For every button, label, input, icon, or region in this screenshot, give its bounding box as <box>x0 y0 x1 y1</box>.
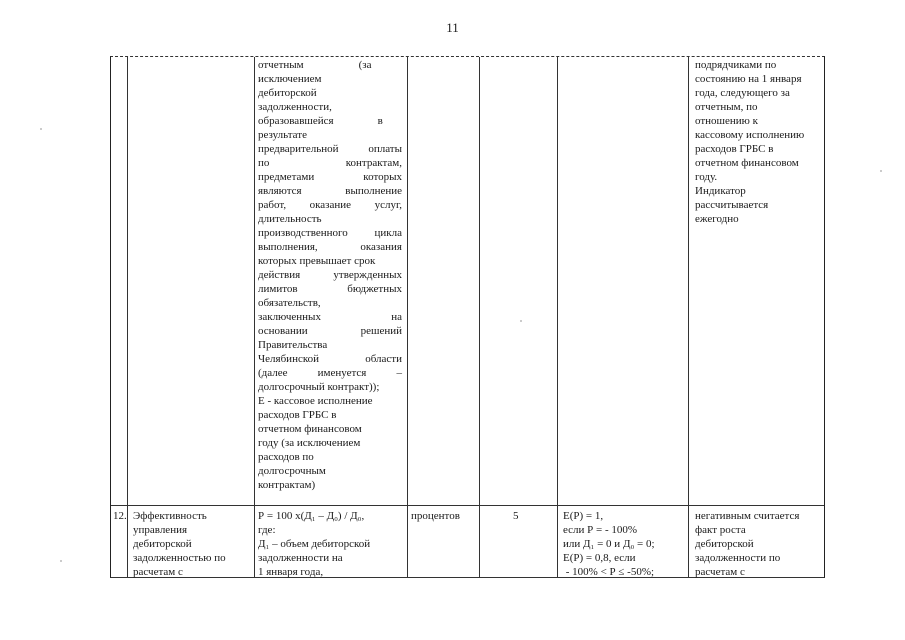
criterion-line: исключением <box>258 73 322 85</box>
indicator-name <box>133 509 251 579</box>
note-line: дебиторской <box>695 538 754 550</box>
note-line: подрядчиками по <box>695 59 777 71</box>
score-line: если Р = - 100% <box>563 524 638 536</box>
criterion-line: результате <box>258 129 307 141</box>
criterion-text-block <box>258 58 402 492</box>
note-line: расчетам с <box>695 566 745 578</box>
indicator-formula <box>258 509 404 579</box>
note-line: негативным считается <box>695 510 800 522</box>
note-text-block <box>695 58 825 226</box>
criterion-line: расходов по <box>258 451 314 463</box>
criterion-line: отчетным (за <box>258 59 372 71</box>
score-line: или Д₁ = 0 и Д₀ = 0; <box>563 538 655 550</box>
criterion-line: производственного цикла <box>258 227 402 239</box>
criterion-line: дебиторской <box>258 87 317 99</box>
criterion-line: основании решений <box>258 325 402 337</box>
criterion-line: задолженности, <box>258 101 332 113</box>
criterion-line: предметами которых <box>258 171 402 183</box>
note-line: года, следующего за <box>695 87 790 99</box>
row-divider <box>111 505 824 506</box>
name-line: дебиторской <box>133 538 192 550</box>
column-divider <box>254 57 255 577</box>
score-line: - 100% < Р ≤ -50%; <box>563 566 655 578</box>
criterion-line: являются выполнение <box>258 185 402 197</box>
formula-line: где: <box>258 524 276 536</box>
column-divider <box>127 57 128 577</box>
note-line: отношению к <box>695 115 758 127</box>
note-line: состоянию на 1 января <box>695 73 802 85</box>
scan-speck <box>520 320 522 322</box>
criterion-line: контрактам) <box>258 479 316 491</box>
criterion-line: лимитов бюджетных <box>258 283 402 295</box>
note-line: отчетным, по <box>695 101 758 113</box>
criterion-line: действия утвержденных <box>258 269 402 281</box>
scan-speck <box>880 170 882 172</box>
formula-line: Д₁ – объем дебиторской <box>258 538 371 550</box>
criterion-line: долгосрочным <box>258 465 326 477</box>
row-number: 12. <box>113 510 127 522</box>
column-divider <box>407 57 408 577</box>
indicator-table <box>110 56 825 578</box>
criterion-line: выполнения, оказания <box>258 241 402 253</box>
criterion-line: Челябинской области <box>258 353 402 365</box>
scan-speck <box>60 560 62 562</box>
note-line: кассовому исполнению <box>695 129 805 141</box>
criterion-line: расходов ГРБС в <box>258 409 337 421</box>
criterion-line: долгосрочный контракт)); <box>258 381 380 393</box>
column-divider <box>557 57 558 577</box>
criterion-line: обязательств, <box>258 297 321 309</box>
note-line: Индикатор <box>695 185 746 197</box>
name-line: расчетам с <box>133 566 183 578</box>
criterion-line: длительность <box>258 213 322 225</box>
score-rule <box>563 509 687 579</box>
column-divider <box>479 57 480 577</box>
note-line: факт роста <box>695 524 746 536</box>
criterion-line: году (за исключением <box>258 437 361 449</box>
score-line: Е(Р) = 1, <box>563 510 604 522</box>
scan-speck <box>40 128 42 130</box>
indicator-weight: 5 <box>513 510 519 522</box>
formula-line: задолженности на <box>258 552 343 564</box>
criterion-line: Е - кассовое исполнение <box>258 395 373 407</box>
note-line: отчетном финансовом <box>695 157 799 169</box>
column-divider <box>688 57 689 577</box>
criterion-line: предварительной оплаты <box>258 143 402 155</box>
name-line: управления <box>133 524 188 536</box>
note-line: рассчитывается <box>695 199 769 211</box>
unit-of-measure: процентов <box>411 510 460 522</box>
note-line: ежегодно <box>695 213 739 225</box>
row-note <box>695 509 825 579</box>
criterion-line: Правительства <box>258 339 328 351</box>
criterion-line: по контрактам, <box>258 157 402 169</box>
formula-line: 1 января года, <box>258 566 324 578</box>
score-line: Е(Р) = 0,8, если <box>563 552 636 564</box>
name-line: Эффективность <box>133 510 207 522</box>
note-line: задолженности по <box>695 552 781 564</box>
criterion-line: заключенных на <box>258 311 402 323</box>
note-line: году. <box>695 171 718 183</box>
page-number: 11 <box>446 20 459 35</box>
criterion-line: (далее именуется – <box>258 367 402 379</box>
formula-line: Р = 100 х(Д₁ – Д₀) / Д₀, <box>258 510 365 522</box>
criterion-line: работ, оказание услуг, <box>258 199 402 211</box>
name-line: задолженностью по <box>133 552 226 564</box>
criterion-line: отчетном финансовом <box>258 423 362 435</box>
criterion-line: которых превышает срок <box>258 255 376 267</box>
criterion-line: образовавшейся в <box>258 115 383 127</box>
note-line: расходов ГРБС в <box>695 143 774 155</box>
